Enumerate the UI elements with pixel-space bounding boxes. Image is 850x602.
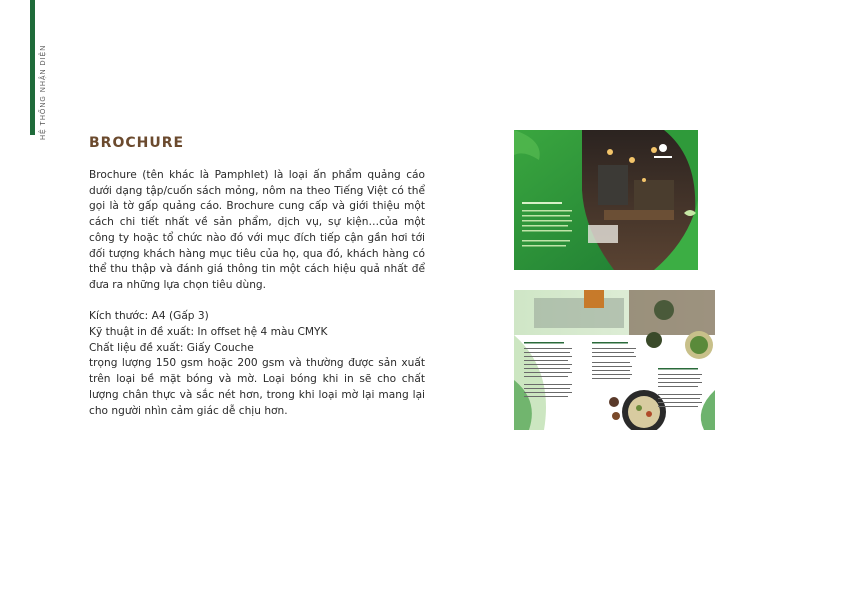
intro-paragraph: Brochure (tên khác là Pamphlet) là loại ấn phẩm quảng cáo dưới dạng tập/cuốn sách mỏng, nôm na theo Tiếng Việt có thể gọi là tờ gấp quảng cáo. Brochure cung cấp và giới thiệu một cách chi tiết nhất về sản phẩm, dịch vụ, sự kiện…của một công ty hoặc tổ chức nào đó với mục đích tiếp cận gần hơi tới đối tượng khách hàng mục tiêu của họ, qua đó, khách hàng có thể thu thập và đánh giá thông tin một cách hiệu quả nhất để đưa ra những lựa chọn tiêu dùng.	[89, 169, 425, 291]
brochure-inside-image	[514, 290, 715, 430]
brochure-outside-image	[514, 130, 698, 270]
spec-size: Kích thước: A4 (Gấp 3)	[89, 310, 209, 323]
page-title: BROCHURE	[89, 135, 185, 151]
spec-material: Chất liệu đề xuất: Giấy Couche	[89, 341, 254, 354]
section-label: HỆ THỐNG NHẬN DIỆN	[40, 44, 47, 140]
description	[89, 168, 425, 419]
spec-material-detail: trọng lượng 150 gsm hoặc 200 gsm và thường được sản xuất trên loại bề mặt bóng và mờ. Loại bóng khi in sẽ cho chất lượng chân thực và sắc nét hơn, trong khi loại mờ lại mang lại cho người nhìn cảm giác dễ chịu hơn.	[89, 357, 425, 417]
spec-print: Kỹ thuật in đề xuất: In offset hệ 4 màu CMYK	[89, 326, 328, 339]
accent-bar	[30, 0, 35, 135]
